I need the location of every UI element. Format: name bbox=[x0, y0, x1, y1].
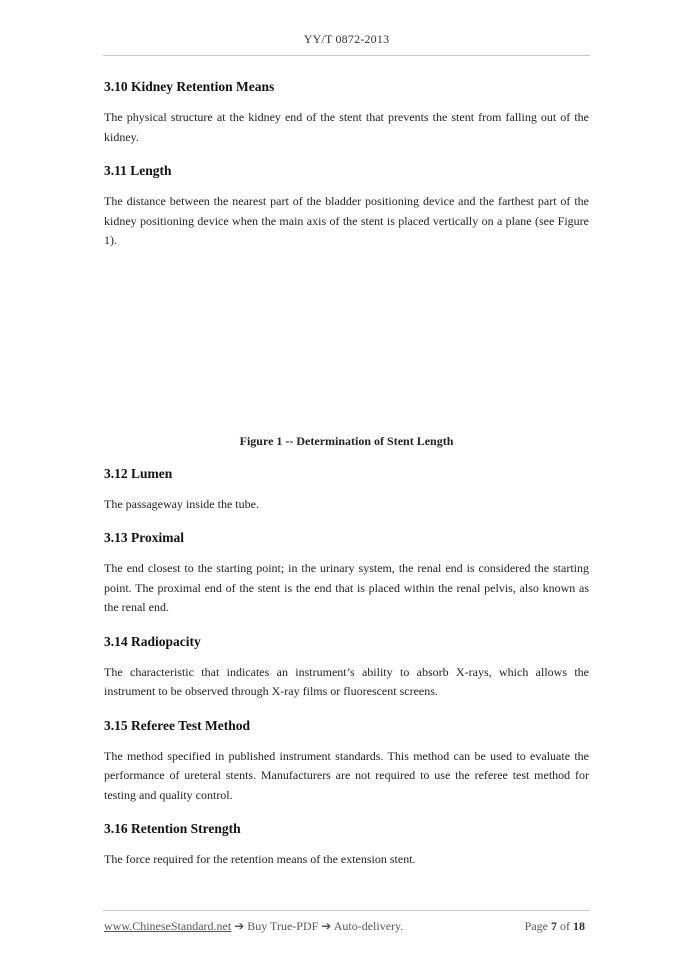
page-total: 18 bbox=[573, 919, 585, 933]
page-current: 7 bbox=[551, 919, 557, 933]
page-label: Page bbox=[524, 919, 548, 933]
page-content bbox=[104, 78, 589, 870]
footer-divider bbox=[103, 910, 590, 911]
section-text-3-15: The method specified in published instrument standards. This method can be used to evaluate the performance of ureteral stents. Manufacturers are not required to use the referee test method for testing and quality control. bbox=[104, 748, 589, 802]
section-heading-3-10: 3.10 Kidney Retention Means bbox=[104, 79, 275, 94]
document-header bbox=[0, 32, 693, 47]
website-link[interactable]: www.ChineseStandard.net bbox=[104, 919, 232, 933]
page-of-label: of bbox=[560, 919, 570, 933]
arrow-right-icon: ➔ bbox=[321, 919, 332, 933]
section-heading-3-11: 3.11 Length bbox=[104, 163, 172, 178]
buy-pdf-text: Buy True-PDF bbox=[247, 919, 319, 933]
footer-promo bbox=[104, 919, 403, 934]
section-heading-3-14: 3.14 Radiopacity bbox=[104, 633, 201, 649]
section-heading-3-12: 3.12 Lumen bbox=[104, 465, 173, 481]
section-text-3-10: The physical structure at the kidney end of the stent that prevents the stent from falling out of the kidney. bbox=[104, 110, 589, 144]
figure-1-area bbox=[104, 251, 589, 432]
standard-code: YY/T 0872-2013 bbox=[303, 32, 390, 46]
header-divider bbox=[103, 55, 590, 56]
section-text-3-11: The distance between the nearest part of the bladder positioning device and the farthest part of the kidney positioning device when the main axis of the stent is placed vertically on a plane (see Figure 1). bbox=[104, 194, 589, 247]
section-text-3-13: The end closest to the starting point; in the urinary system, the renal end is considered the starting point. The proximal end of the stent is the end that is placed within the renal pelvis, also known as the renal end. bbox=[104, 561, 589, 614]
arrow-right-icon: ➔ bbox=[234, 919, 245, 933]
figure-1-caption: Figure 1 -- Determination of Stent Length bbox=[239, 433, 454, 448]
page-indicator bbox=[525, 919, 585, 934]
auto-delivery-text: Auto-delivery. bbox=[333, 919, 404, 933]
section-heading-3-16: 3.16 Retention Strength bbox=[104, 821, 241, 836]
section-heading-3-15: 3.15 Referee Test Method bbox=[104, 717, 250, 733]
section-text-3-16: The force required for the retention means of the extension stent. bbox=[104, 852, 416, 866]
section-heading-3-13: 3.13 Proximal bbox=[104, 530, 184, 545]
section-text-3-12: The passageway inside the tube. bbox=[104, 496, 259, 511]
section-text-3-14: The characteristic that indicates an instrument’s ability to absorb X-rays, which allows the instrument to be observed through X-ray films or fluorescent screens. bbox=[104, 664, 589, 698]
